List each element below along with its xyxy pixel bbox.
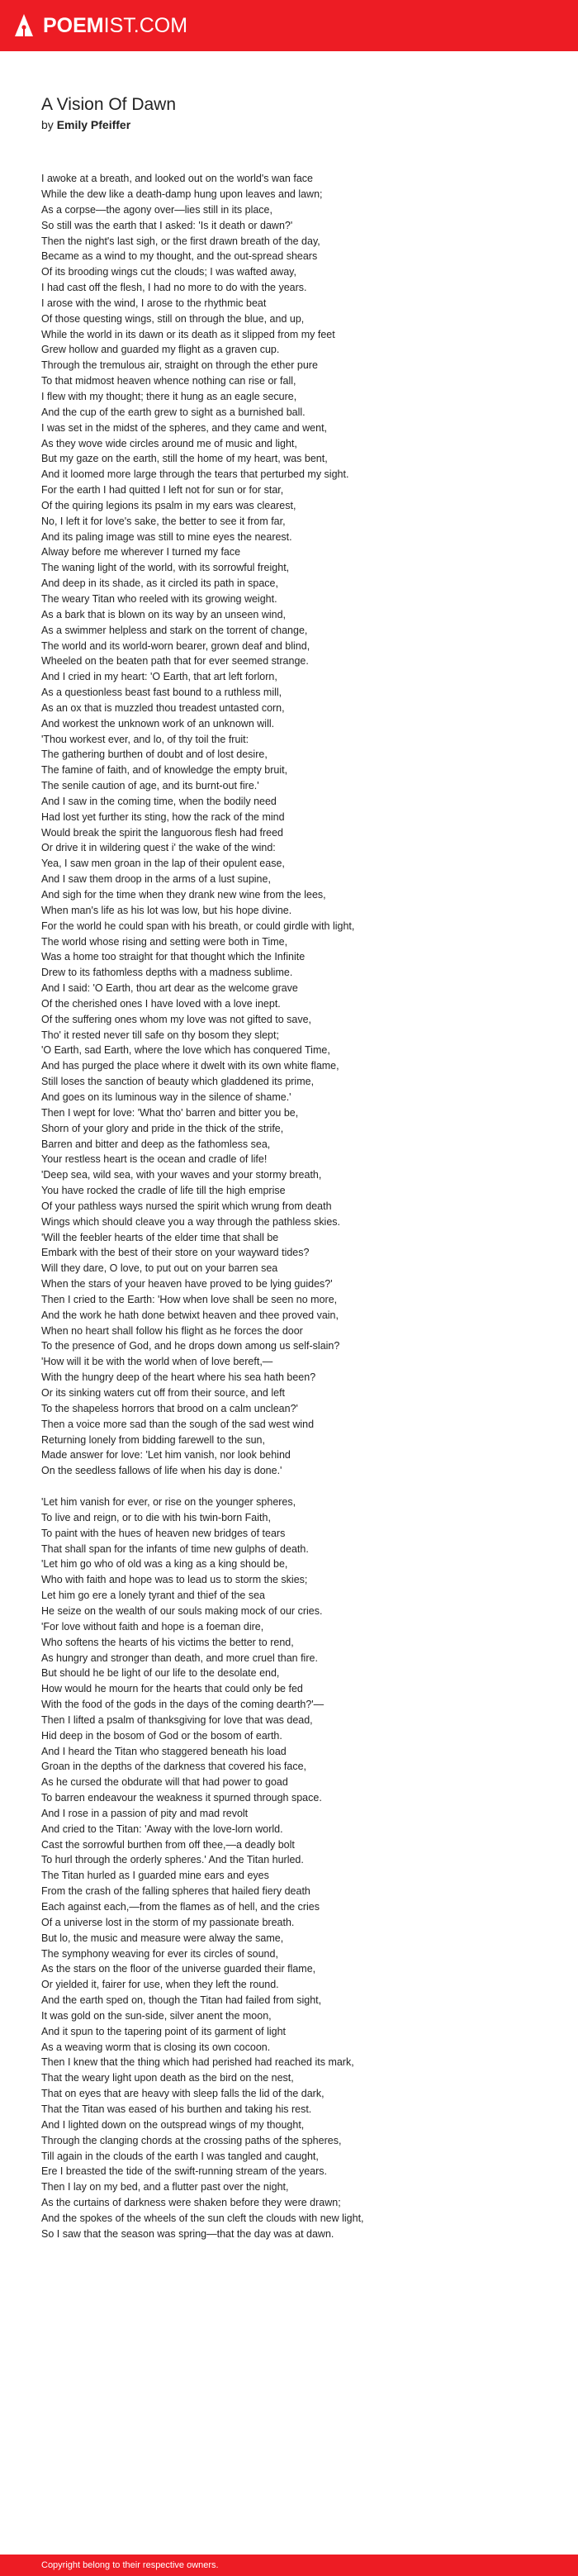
poem-line: As an ox that is muzzled thou treadest untasted corn, (41, 701, 285, 714)
poem-line: To barren endeavour the weakness it spurned through space. (41, 1792, 322, 1804)
poem-line: On the seedless fallows of life when his day is done.' (41, 1465, 282, 1477)
poem-line: Made answer for love: 'Let him vanish, nor look behind (41, 1449, 291, 1461)
poem-line: Then I lifted a psalm of thanksgiving for love that was dead, (41, 1713, 313, 1726)
site-footer (0, 2555, 578, 2576)
poem-line: And the cup of the earth grew to sight as a burnished ball. (41, 406, 306, 418)
poem-line: Of those questing wings, still on through the blue, and up, (41, 312, 305, 325)
poem-line: As a bark that is blown on its way by an unseen wind, (41, 608, 286, 620)
poem-line: For the earth I had quitted I left not for sun or for star, (41, 484, 284, 497)
poem-line: As they wove wide circles around me of music and light, (41, 437, 297, 449)
poem-line: Hid deep in the bosom of God or the bosom of earth. (41, 1729, 282, 1742)
poem-line: When the stars of your heaven have proved to be lying guides?' (41, 1278, 333, 1290)
poem-line: And the earth sped on, though the Titan had failed from sight, (41, 1994, 322, 2007)
poem-line: To the shapeless horrors that brood on a calm unclean?' (41, 1402, 298, 1414)
poem-line: Alway before me wherever I turned my face (41, 546, 241, 558)
poem-line: But lo, the music and measure were alway the same, (41, 1932, 284, 1944)
poem-byline (41, 118, 537, 131)
poem-line: Returning lonely from bidding farewell to the sun, (41, 1433, 265, 1446)
poem-line: The waning light of the world, with its sorrowful freight, (41, 562, 290, 574)
poem-line: Would break the spirit the languorous flesh had freed (41, 826, 284, 839)
poem-line: Let him go ere a lonely tyrant and thief of the sea (41, 1590, 266, 1602)
poem-line: As a swimmer helpless and stark on the torrent of change, (41, 624, 308, 636)
poem-line: It was gold on the sun-side, silver anent the moon, (41, 2009, 272, 2022)
poem-line: But my gaze on the earth, still the home of my heart, was bent, (41, 453, 328, 465)
poem-line: For the world he could span with his breath, or could girdle with light, (41, 920, 355, 932)
poem-line: Became as a wind to my thought, and the out-spread shears (41, 250, 318, 263)
poem-line: As a weaving worm that is closing its own cocoon. (41, 2041, 271, 2053)
poem-line: Tho' it rested never till safe on thy bosom they slept; (41, 1029, 279, 1041)
pen-nib-icon (13, 13, 35, 38)
poem-line: To paint with the hues of heaven new bridges of tears (41, 1527, 286, 1539)
poem-line: So I saw that the season was spring—that the day was at dawn. (41, 2227, 334, 2240)
poem-line: 'Thou workest ever, and lo, of thy toil the fruit: (41, 733, 249, 745)
poem-line: Drew to its fathomless depths with a madness sublime. (41, 967, 293, 979)
poem-line: Then a voice more sad than the sough of the sad west wind (41, 1418, 315, 1430)
poem-stanza (41, 1495, 537, 2242)
poem-line: Was a home too straight for that thought which the Infinite (41, 951, 306, 963)
poem-line: The famine of faith, and of knowledge the empty bruit, (41, 764, 288, 777)
poem-line: When no heart shall follow his flight as he forces the door (41, 1324, 303, 1337)
poem-author[interactable]: Emily Pfeiffer (56, 118, 131, 132)
poem-line: Each against each,—from the flames as of hell, and the cries (41, 1901, 320, 1913)
poem-line: And I lighted down on the outspread wings of my thought, (41, 2118, 305, 2131)
poem-line: Still loses the sanction of beauty which gladdened its prime, (41, 1076, 315, 1088)
poem-line: I was set in the midst of the spheres, and they came and went, (41, 421, 328, 434)
poem-line: To the presence of God, and he drops down among us self-slain? (41, 1340, 340, 1352)
poem-line: Or yielded it, fairer for use, when they left the round. (41, 1979, 279, 1991)
poem-line: Of a universe lost in the storm of my passionate breath. (41, 1916, 295, 1928)
copyright-text: Copyright belong to their respective owners. (41, 2560, 219, 2570)
poem-line: And the work he hath done betwixt heaven and thee proved vain, (41, 1309, 339, 1321)
poem-line: How would he mourn for the hearts that could only be fed (41, 1683, 303, 1695)
poem-line: Then I knew that the thing which had perished had reached its mark, (41, 2056, 354, 2069)
poem-line: And I rose in a passion of pity and mad revolt (41, 1807, 249, 1819)
poem-line: You have rocked the cradle of life till the high emprise (41, 1185, 286, 1197)
site-header (0, 0, 578, 51)
poem-line: Of the cherished ones I have loved with a love inept. (41, 997, 281, 1010)
poem-line: Through the tremulous air, straight on through the ether pure (41, 359, 318, 372)
poem-line: Barren and bitter and deep as the fathomless sea, (41, 1138, 271, 1150)
poem-line: The symphony weaving for ever its circles of sound, (41, 1947, 278, 1960)
poem-line: To that midmost heaven whence nothing can rise or fall, (41, 375, 296, 387)
poem-line: Then I cried to the Earth: 'How when love shall be seen no more, (41, 1293, 338, 1305)
poem-line: That shall span for the infants of time new gulphs of death. (41, 1542, 309, 1555)
poem-line: Shorn of your glory and pride in the thick of the strife, (41, 1122, 284, 1134)
poem-line: Then the night's last sigh, or the first drawn breath of the day, (41, 235, 320, 247)
site-logo[interactable] (13, 13, 187, 38)
poem-content (0, 51, 578, 2242)
poem-line: That the weary light upon death as the bird on the nest, (41, 2072, 294, 2084)
poem-line: Then I wept for love: 'What tho' barren and bitter you be, (41, 1106, 299, 1119)
poem-line: To hurl through the orderly spheres.' And the Titan hurled. (41, 1854, 304, 1866)
poem-line: I arose with the wind, I arose to the rhythmic beat (41, 297, 267, 309)
poem-line: So still was the earth that I asked: 'Is it death or dawn?' (41, 219, 293, 231)
poem-line: Of the quiring legions its psalm in my ears was clearest, (41, 499, 296, 511)
poem-line: Then I lay on my bed, and a flutter past over the night, (41, 2181, 289, 2193)
poem-line: The world and its world-worn bearer, grown deaf and blind, (41, 639, 310, 652)
poem-line: While the dew like a death-damp hung upon leaves and lawn; (41, 188, 323, 201)
poem-line: The senile caution of age, and its burnt-out fire.' (41, 780, 259, 792)
poem-line: And goes on its luminous way in the silence of shame.' (41, 1091, 291, 1103)
poem-line: As the curtains of darkness were shaken before they were drawn; (41, 2197, 341, 2209)
poem-line: 'Let him vanish for ever, or rise on the younger spheres, (41, 1496, 296, 1509)
poem-line: That the Titan was eased of his burthen and taking his rest. (41, 2103, 312, 2115)
poem-line: And cried to the Titan: 'Away with the love-lorn world. (41, 1823, 283, 1835)
poem-line: Of its brooding wings cut the clouds; I was wafted away, (41, 266, 296, 278)
site-logo-text: POEMIST.COM (43, 13, 188, 37)
poem-line: 'Will the feebler hearts of the elder time that shall be (41, 1231, 279, 1243)
poem-line: And the spokes of the wheels of the sun cleft the clouds with new light, (41, 2212, 364, 2224)
poem-line: When man's life as his lot was low, but his hope divine. (41, 904, 292, 916)
poem-line: And I heard the Titan who staggered beneath his load (41, 1745, 287, 1757)
poem-line: 'Deep sea, wild sea, with your waves and your stormy breath, (41, 1169, 322, 1181)
poem-line: Yea, I saw men groan in the lap of their opulent ease, (41, 858, 285, 870)
poem-line: Will they dare, O love, to put out on your barren sea (41, 1262, 278, 1275)
poem-line: Wings which should cleave you a way through the pathless skies. (41, 1215, 340, 1228)
poem-line: As hungry and stronger than death, and more cruel than fire. (41, 1652, 318, 1664)
poem-line: As the stars on the floor of the universe guarded their flame, (41, 1963, 316, 1975)
poem-line: Who with faith and hope was to lead us to storm the skies; (41, 1574, 308, 1586)
poem-line: 'O Earth, sad Earth, where the love which has conquered Time, (41, 1044, 330, 1057)
poem-line: He seize on the wealth of our souls making mock of our cries. (41, 1604, 323, 1617)
poem-line: Or its sinking waters cut off from their source, and left (41, 1387, 286, 1399)
poem-line: The weary Titan who reeled with its growing weight. (41, 592, 277, 605)
poem-line: As a questionless beast fast bound to a ruthless mill, (41, 687, 282, 699)
poem-line: 'For love without faith and hope is a foeman dire, (41, 1620, 264, 1633)
poem-line: Wheeled on the beaten path that for ever seemed strange. (41, 655, 309, 668)
poem-stanza (41, 171, 537, 1479)
poem-line: The gathering burthen of doubt and of lost desire, (41, 749, 268, 761)
poem-body (41, 171, 537, 2241)
poem-line: But should he be light of our life to the desolate end, (41, 1667, 280, 1680)
poem-line: And deep in its shade, as it circled its path in space, (41, 577, 278, 590)
poem-line: I flew with my thought; there it hung as an eagle secure, (41, 391, 297, 402)
poem-line: And its paling image was still to mine eyes the nearest. (41, 530, 292, 543)
poem-line: Your restless heart is the ocean and cradle of life! (41, 1153, 268, 1166)
poem-line: To live and reign, or to die with his twin-born Faith, (41, 1511, 271, 1523)
poem-line: Through the clanging chords at the crossing paths of the spheres, (41, 2134, 342, 2146)
poem-line: 'Let him go who of old was a king as a king should be, (41, 1558, 288, 1571)
poem-line: Who softens the hearts of his victims the better to rend, (41, 1636, 294, 1648)
poem-line: No, I left it for love's sake, the better to see it from far, (41, 515, 286, 527)
poem-line: Grew hollow and guarded my flight as a graven cup. (41, 344, 280, 356)
poem-line: Had lost yet further its sting, how the rack of the mind (41, 810, 285, 823)
poem-line: 'How will it be with the world when of love bereft,— (41, 1356, 273, 1368)
poem-line: And it spun to the tapering point of its garment of light (41, 2025, 287, 2037)
poem-line: Till again in the clouds of the earth I was tangled and caught, (41, 2150, 319, 2162)
poem-line: With the food of the gods in the days of the coming dearth?'— (41, 1699, 325, 1711)
poem-line: Groan in the depths of the darkness that covered his face, (41, 1761, 307, 1773)
poem-title: A Vision Of Dawn (41, 95, 177, 114)
poem-line: As a corpse—the agony over—lies still in its place, (41, 203, 272, 216)
poem-line: The Titan hurled as I guarded mine ears and eyes (41, 1870, 269, 1882)
poem-line: From the crash of the falling spheres that hailed fiery death (41, 1885, 310, 1898)
poem-line: Ere I breasted the tide of the swift-running stream of the years. (41, 2165, 328, 2178)
poem-line: Cast the sorrowful burthen from off thee,—a deadly bolt (41, 1838, 295, 1851)
poem-line: And workest the unknown work of an unknown will. (41, 717, 275, 730)
poem-line: With the hungry deep of the heart where his sea hath been? (41, 1371, 316, 1384)
poem-line: And sigh for the time when they drank new wine from the lees, (41, 889, 326, 901)
poem-line: Embark with the best of their store on your wayward tides? (41, 1247, 310, 1259)
poem-line: And has purged the place where it dwelt with its own white flame, (41, 1060, 339, 1072)
poem-line: And I cried in my heart: 'O Earth, that art left forlorn, (41, 671, 277, 683)
by-label: by (41, 118, 54, 132)
poem-line: I had cast off the flesh, I had no more to do with the years. (41, 282, 307, 294)
poem-line: That on eyes that are heavy with sleep falls the lid of the dark, (41, 2088, 325, 2100)
poem-line: Or drive it in wildering quest i' the wake of the wind: (41, 842, 276, 854)
poem-line: And it loomed more large through the tears that perturbed my sight. (41, 468, 349, 481)
poem-line: And I saw in the coming time, when the bodily need (41, 795, 277, 807)
poem-line: The world whose rising and setting were both in Time, (41, 935, 288, 948)
poem-line: I awoke at a breath, and looked out on the world's wan face (41, 173, 313, 185)
poem-line: As he cursed the obdurate will that had power to goad (41, 1776, 288, 1789)
poem-line: Of your pathless ways nursed the spirit which wrung from death (41, 1200, 332, 1212)
poem-line: While the world in its dawn or its death as it slipped from my feet (41, 328, 335, 340)
poem-line: And I saw them droop in the arms of a lust supine, (41, 873, 271, 886)
poem-line: Of the suffering ones whom my love was not gifted to save, (41, 1013, 312, 1025)
poem-line: And I said: 'O Earth, thou art dear as the welcome grave (41, 982, 298, 995)
